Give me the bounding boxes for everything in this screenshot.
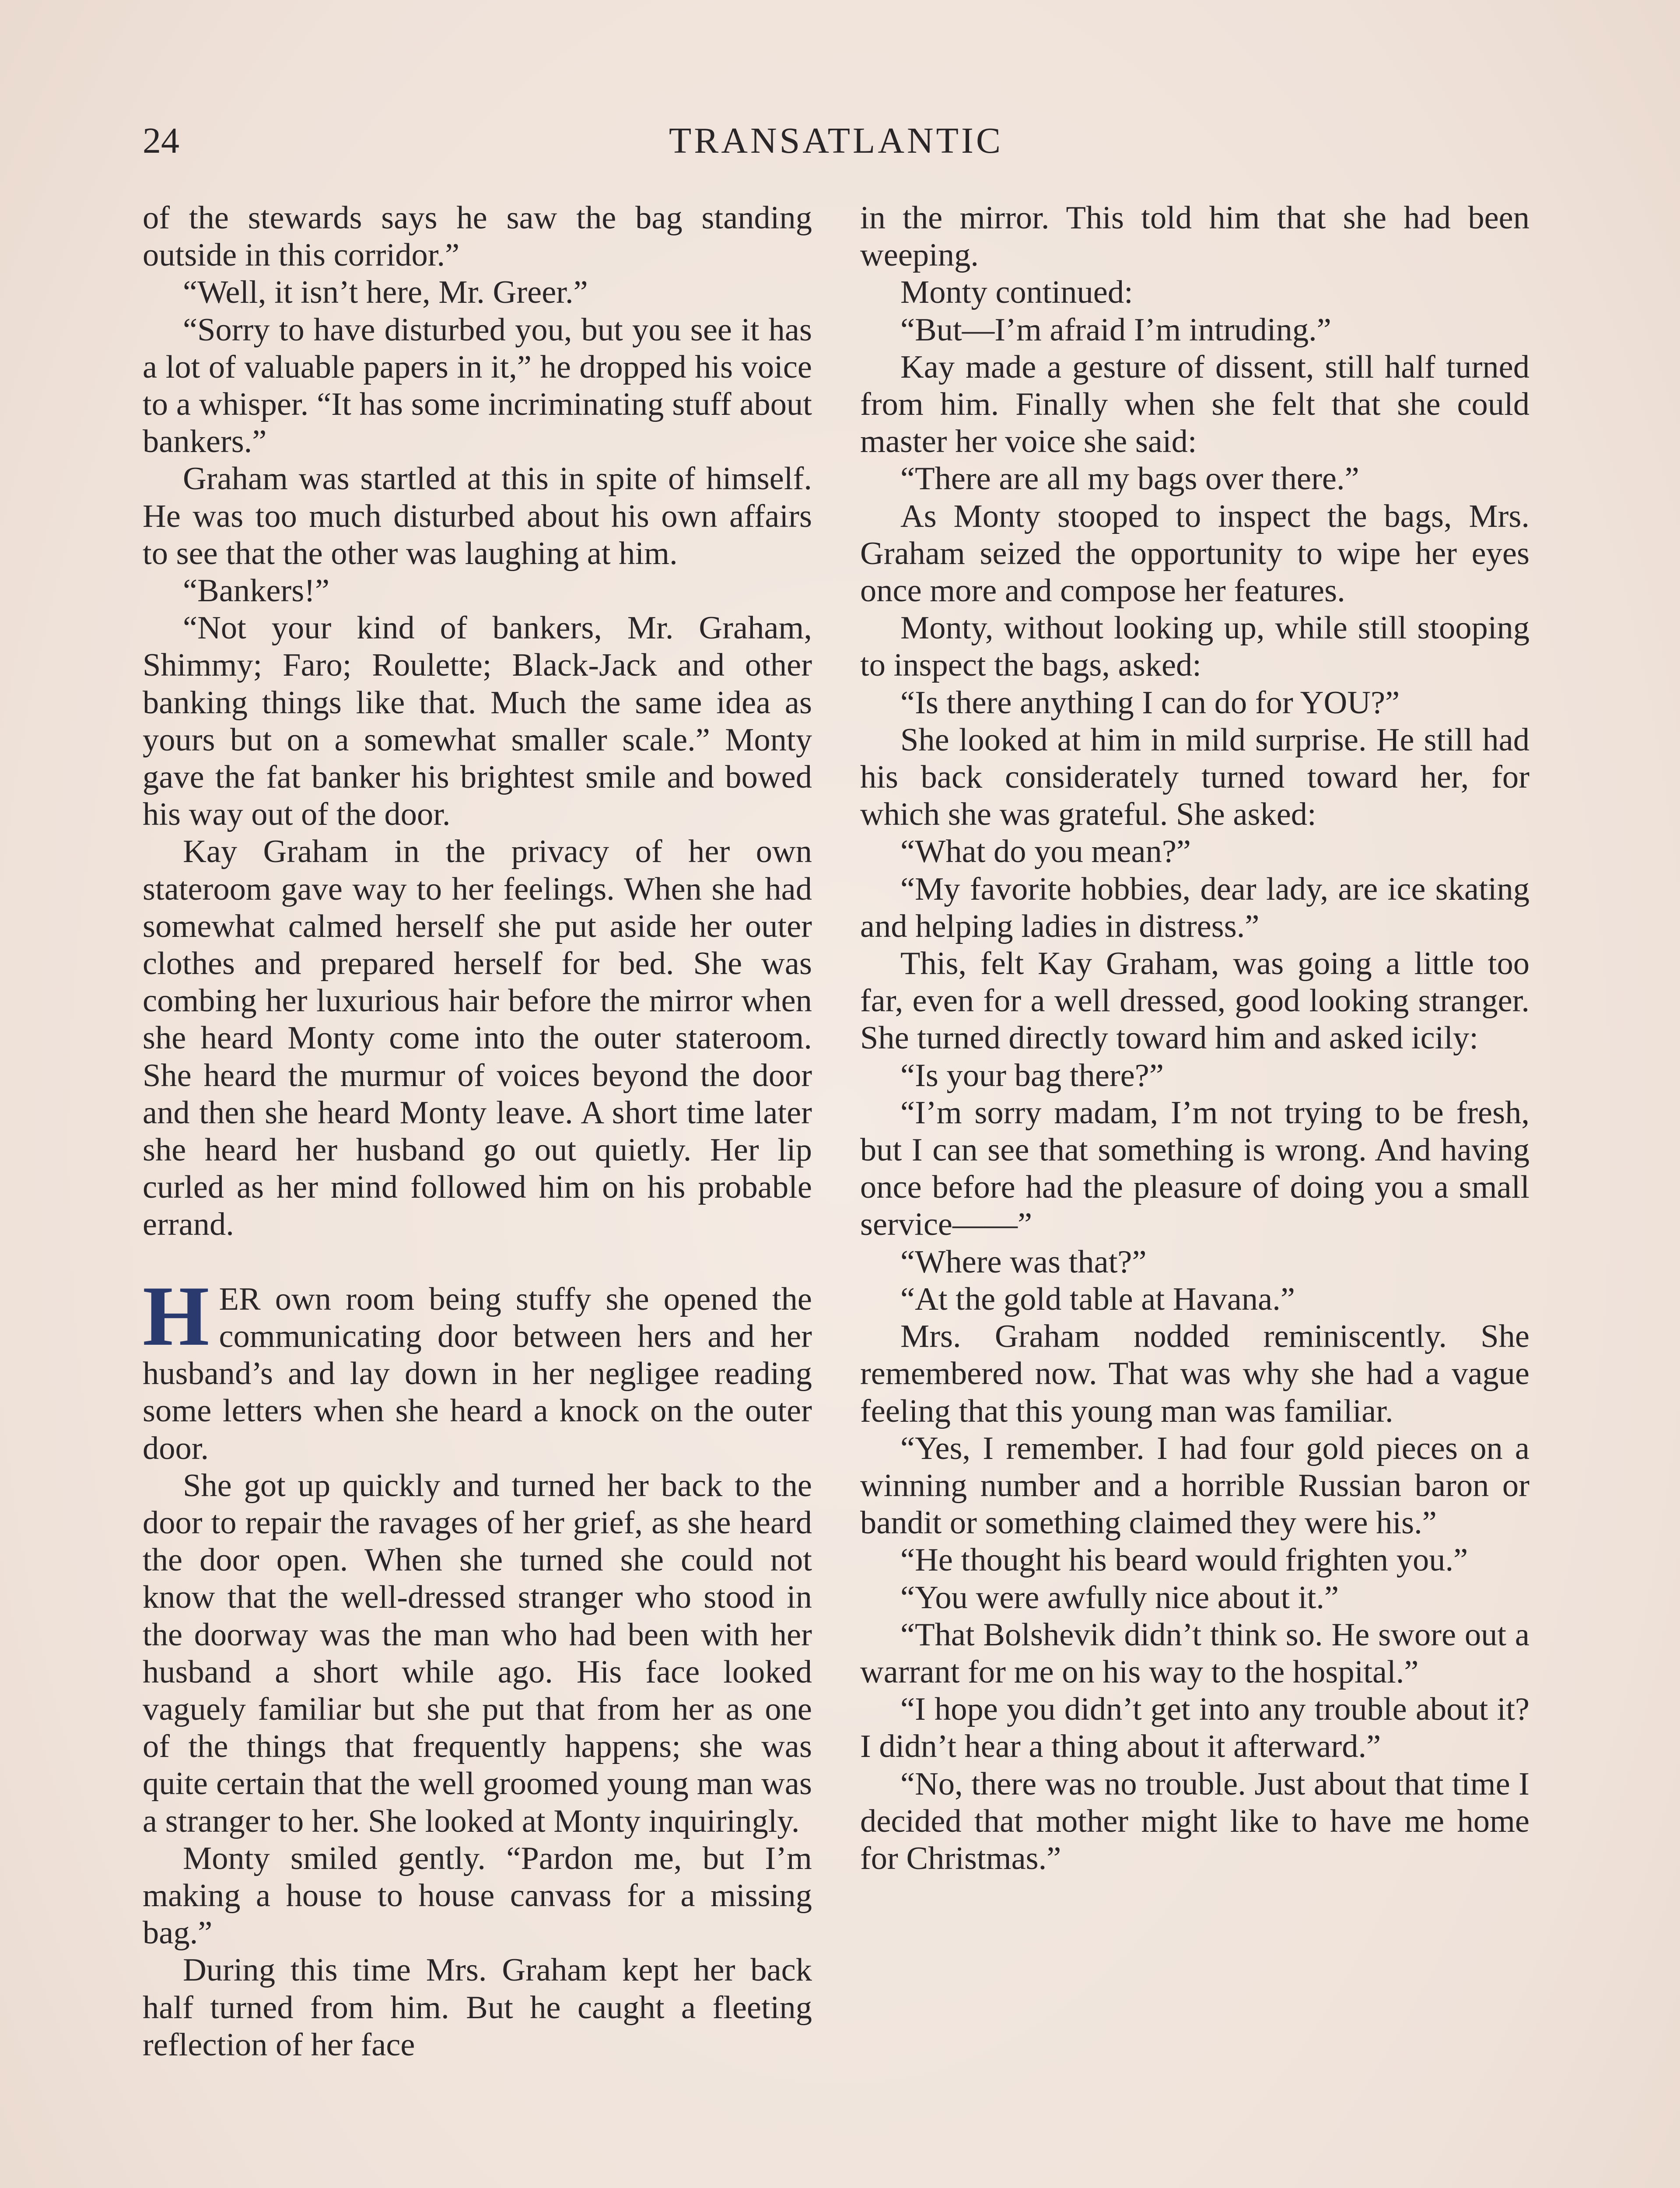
section-opening-paragraph [143,1268,812,1467]
paragraph: “At the gold table at Havana.” [900,1281,1295,1317]
paragraph: “Is your bag there?” [900,1057,1164,1094]
paragraph: “That Bolshevik didn’t think so. He swore out a warrant for me on his way to the hospital.” [860,1616,1530,1690]
paragraph: Monty smiled gently. “Pardon me, but I’m making a house to house canvass for a missing bag.” [143,1840,812,1951]
paragraph: “My favorite hobbies, dear lady, are ice skating and helping ladies in distress.” [860,871,1530,944]
paragraph: Monty continued: [900,274,1133,311]
paragraph: She looked at him in mild surprise. He still had his back considerately turned toward her, for which she was grateful. She asked: [860,722,1530,833]
paragraph: “You were awfully nice about it.” [900,1579,1339,1616]
paragraph: During this time Mrs. Graham kept her back half turned from him. But he caught a fleeting reflection of her face [143,1952,812,2063]
paragraph: Graham was startled at this in spite of himself. He was too much disturbed about his own affairs to see that the other was laughing at him. [143,461,812,572]
paragraph: Kay Graham in the privacy of her own stateroom gave way to her feelings. When she had somewhat calmed herself she put aside her outer clothes and prepared herself for bed. She was combing her luxurious hair before the mirror when she heard Monty come into the outer stateroom. She heard the murmur of voices beyond the door and then she heard Monty leave. A short time later she heard her husband go out quietly. Her lip curled as her mind followed him on his probable errand. [143,834,812,1243]
paragraph: “I’m sorry madam, I’m not trying to be fresh, but I can see that something is wrong. And having once before had the pleasure of doing you a small service——” [860,1094,1530,1243]
paragraph: “I hope you didn’t get into any trouble about it? I didn’t hear a thing about it afterward.” [860,1691,1530,1765]
paragraph: “Well, it isn’t here, Mr. Greer.” [183,274,588,311]
paragraph: Mrs. Graham nodded reminiscently. She remembered now. That was why she had a vague feeling that this young man was familiar. [860,1318,1530,1429]
paragraph: As Monty stooped to inspect the bags, Mrs. Graham seized the opportunity to wipe her eyes once more and compose her features. [860,498,1530,609]
page-header [143,115,1530,167]
paragraph: Monty, without looking up, while still stooping to inspect the bags, asked: [860,610,1530,684]
paragraph: “Yes, I remember. I had four gold pieces on a winning number and a horrible Russian baron or bandit or something claimed they were his.” [860,1430,1530,1541]
paragraph: “Bankers!” [183,573,330,609]
paragraph: “Not your kind of bankers, Mr. Graham, Shimmy; Faro; Roulette; Black-Jack and other banking things like that. Much the same idea as yours but on a somewhat smaller scale.” Monty gave the fat banker his brightest smile and bowed his way out of the door. [143,610,812,833]
paragraph: “But—I’m afraid I’m intruding.” [900,312,1331,348]
drop-cap: H [143,1268,210,1364]
paragraph: “What do you mean?” [900,834,1191,870]
paragraph: in the mirror. This told him that she had been weeping. [860,200,1530,274]
paragraph: This, felt Kay Graham, was going a little too far, even for a well dressed, good looking stranger. She turned directly toward him and asked icily: [860,946,1530,1056]
paragraph: “No, there was no trouble. Just about that time I decided that mother might like to have me home for Christmas.” [860,1766,1530,1876]
page-number: 24 [143,120,179,161]
paragraph: “Is there anything I can do for YOU?” [900,684,1400,721]
right-column [860,200,1530,1877]
paragraph: Kay made a gesture of dissent, still half turned from him. Finally when she felt that she could master her voice she said: [860,349,1530,460]
paragraph: “Where was that?” [900,1244,1147,1280]
paragraph: “Sorry to have disturbed you, but you see it has a lot of valuable papers in it,” he dropped his voice to a whisper. “It has some incriminating stuff about bankers.” [143,312,812,460]
paragraph: “There are all my bags over there.” [900,461,1359,497]
left-column [143,200,812,2064]
paragraph: “He thought his beard would frighten you.” [900,1542,1468,1578]
section-opening-text: ER own room being stuffy she opened the communicating door between hers and her husband’s and lay down in her negligee reading some letters when she heard a knock on the outer door. [143,1281,812,1466]
paragraph: of the stewards says he saw the bag standing outside in this corridor.” [143,200,812,274]
running-title: TRANSATLANTIC [669,120,1003,161]
paragraph: She got up quickly and turned her back to the door to repair the ravages of her grief, as she heard the door open. When she turned she could not know that the well-dressed stranger who stood in the doorway was the man who had been with her husband a short while ago. His face looked vaguely familiar but she put that from her as one of the things that frequently happens; she was quite certain that the well groomed young man was a stranger to her. She looked at Monty inquiringly. [143,1467,812,1839]
